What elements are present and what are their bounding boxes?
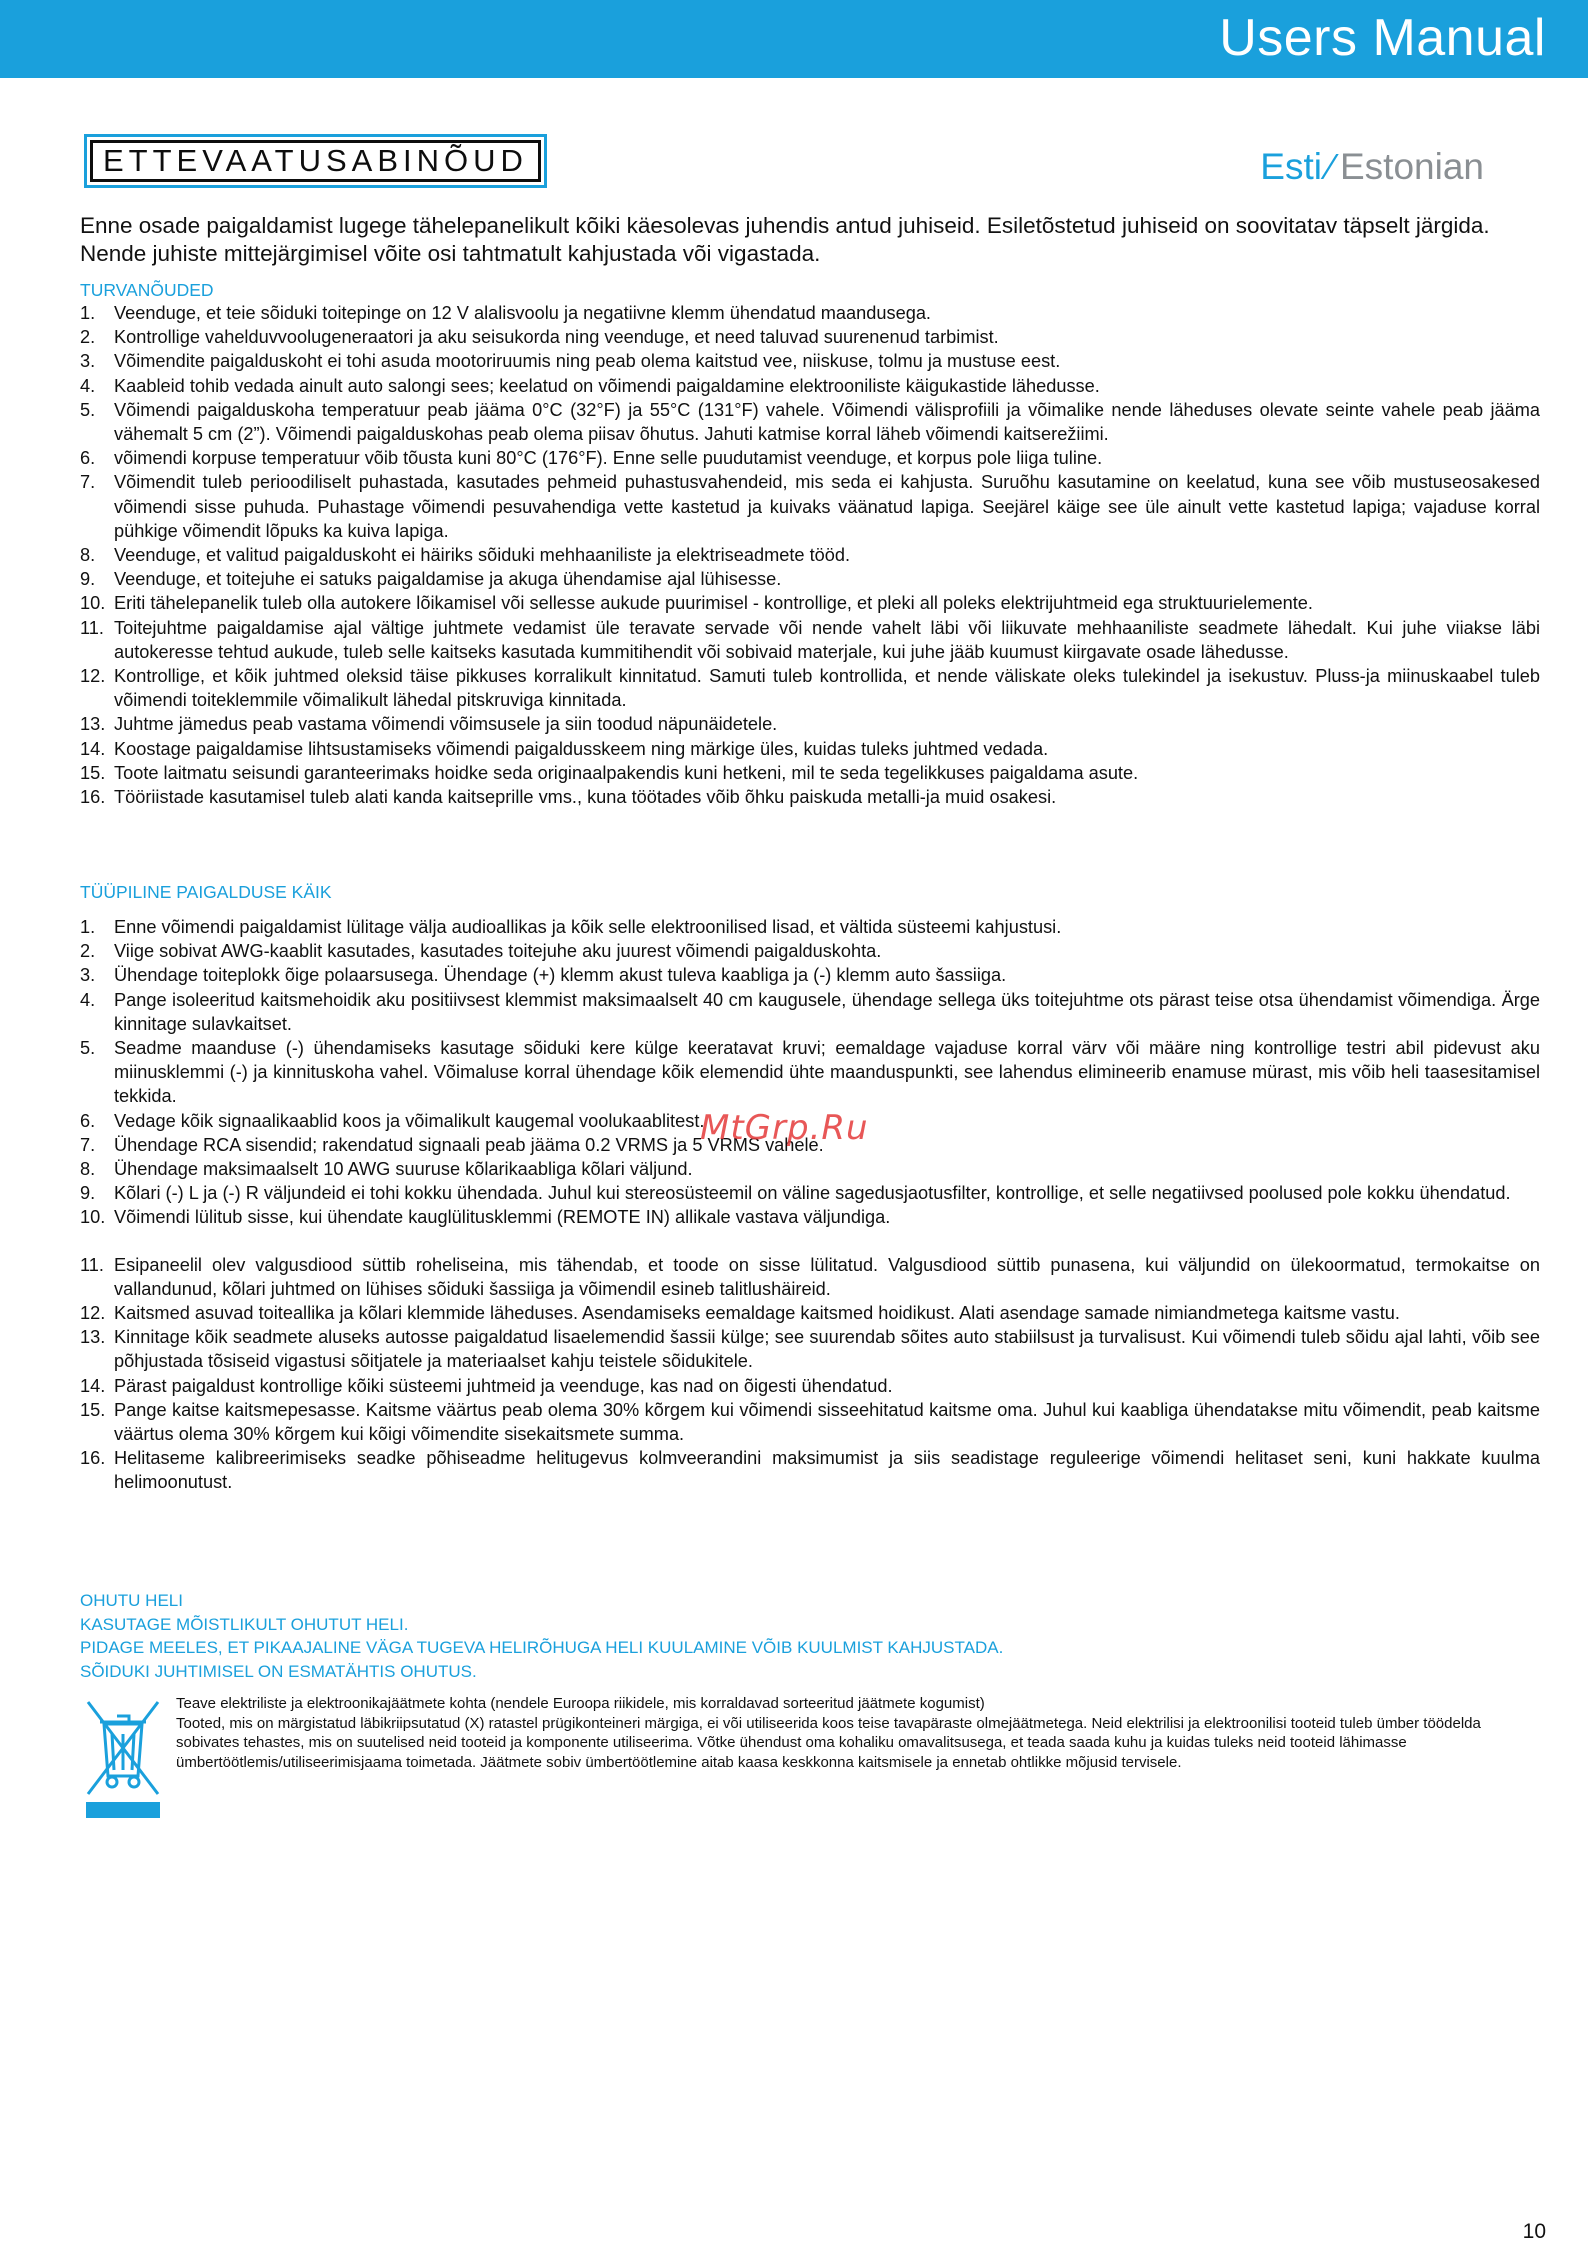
item-text: Kinnitage kõik seadmete aluseks autosse paigaldatud lisaelemendid šassii külge; see suurendab sõites auto stabiilsust ja turvalisust. Kui võimendi tuleb sõidu ajal lahti, võib see põhjustada tõsiseid vigastusi sõitjatele ja materiaalset kahju teistele sõidukitele. <box>114 1327 1540 1372</box>
item-text: Tööriistade kasutamisel tuleb alati kanda kaitseprille vms., kuna töötades võib õhku paiskuda metalli-ja muid osakesi. <box>114 787 1057 808</box>
item-number: 4. <box>80 375 96 396</box>
item-text: Võimendi paigalduskoha temperatuur peab jääma 0°C (32°F) ja 55°C (131°F) vahele. Võimendi välisprofiili ja võimalike nende läheduses olevate seinte vahele peab jääma vähemalt 5 cm (2”). Võimendi paigalduskohas peab olema piisav õhutus. Jahuti katmise korral läheb võimendi kaitserežiimi. <box>114 399 1540 445</box>
item-number: 9. <box>80 1183 96 1204</box>
language-label <box>1260 146 1484 188</box>
safety-item <box>80 712 1540 736</box>
item-number: 8. <box>80 545 96 566</box>
installation-item <box>80 1398 1540 1446</box>
weee-body: Tooted, mis on märgistatud läbikriipsutatud (X) ratastel prügikonteineri märgiga, ei või utiliseerida koos teise tavapäraste olmejäätmetega. Neid elektrilisi ja elektroonilisi tooteid tuleb ümber töödelda sobivates tehastes, mis on suutelised neid tooteid ja komponente utiliseerima. Võtke ühendust oma kohaliku omavalitsusega, et teada saada kuhu ja kuidas tuleks neid tooteid lähimasse ümbertöötlemis/utiliseerimisjaama toimetada. Jäätmete sobiv ümbertöötlemine aitab kaasa keskkonna kaitsmisele ja ennetab ohtlikke mõjusid tervisele. <box>176 1714 1481 1771</box>
item-text: Ühendage RCA sisendid; rakendatud signaali peab jääma 0.2 VRMS ja 5 VRMS vahele. <box>114 1134 824 1155</box>
safety-item <box>80 374 1540 398</box>
installation-item <box>80 1301 1540 1325</box>
list-gap <box>80 1230 1540 1253</box>
item-number: 13. <box>80 714 106 735</box>
item-text: Vedage kõik signaalikaablid koos ja võimalikult kaugemal voolukaablitest. <box>114 1110 705 1131</box>
crossed-bin-icon <box>84 1694 162 1818</box>
safety-item <box>80 616 1540 664</box>
item-number: 15. <box>80 1399 106 1420</box>
intro-paragraph: Enne osade paigaldamist lugege tähelepanelikult kõiki käesolevas juhendis antud juhiseid. Esiletõstetud juhiseid on soovitatav täpselt järgida. Nende juhiste mittejärgimisel võite osi tahtmatult kahjustada või vigastada. <box>80 213 1490 266</box>
safety-item <box>80 398 1540 446</box>
item-number: 14. <box>80 1375 106 1396</box>
safety-item <box>80 737 1540 761</box>
item-number: 6. <box>80 448 96 469</box>
item-text: Juhtme jämedus peab vastama võimendi võimsusele ja siin toodud näpunäidetele. <box>114 714 778 735</box>
item-number: 2. <box>80 941 96 962</box>
installation-item <box>80 915 1540 939</box>
item-text: Võimendite paigalduskoht ei tohi asuda mootoriruumis ning peab olema kaitstud vee, niiskuse, tolmu ja mustuse eest. <box>114 351 1061 372</box>
item-text: Kontrollige, et kõik juhtmed oleksid täise pikkuses korralikult kinnitatud. Samuti tuleb kontrollida, et nende väliskate oleks tulekindel ja isekustuv. Pluss-ja miinuskaabel tuleb võimendi toiteklemmile võimalikult lähedal pitskruviga kinnitada. <box>114 666 1540 711</box>
section-heading-installation: TÜÜPILINE PAIGALDUSE KÄIK <box>80 882 332 902</box>
safe-sound-line: OHUTU HELI <box>80 1591 183 1610</box>
weee-title: Teave elektriliste ja elektroonikajäätmete kohta (nendele Euroopa riikidele, mis korraldavad sorteeritud jäätmete kogumist) <box>176 1695 985 1712</box>
safety-item <box>80 325 1540 349</box>
item-text: Pange isoleeritud kaitsmehoidik aku positiivsest klemmist maksimaalselt 40 cm kaugusele, ühendage sellega üks toitejuhtme ots pärast teise otsa ühendamist võimendiga. Ärge kinnitage sulavkaitset. <box>114 989 1540 1034</box>
safety-item <box>80 446 1540 470</box>
item-text: Ühendage maksimaalselt 10 AWG suuruse kõlarikaabliga kõlari väljund. <box>114 1159 693 1180</box>
item-text: Ühendage toiteplokk õige polaarsusega. Ühendage (+) klemm akust tuleva kaabliga ja (-) klemm auto šassiiga. <box>114 965 1007 986</box>
item-number: 1. <box>80 303 96 323</box>
item-text: Helitaseme kalibreerimiseks seadke põhiseadme helitugevus kolmveerandini maksimumist ja siis seadistage reguleerige võimendi helitaset seni, kuni hakkate kuulma helimoonutust. <box>114 1448 1540 1493</box>
installation-item <box>80 1036 1540 1109</box>
item-text: Võimendi lülitub sisse, kui ühendate kauglülitusklemmi (REMOTE IN) allikale vastava väljundiga. <box>114 1207 891 1228</box>
item-number: 8. <box>80 1159 96 1180</box>
weee-notice <box>176 1694 1516 1772</box>
installation-item <box>80 1374 1540 1398</box>
item-number: 11. <box>80 1254 104 1275</box>
item-number: 7. <box>80 472 96 493</box>
item-text: Veenduge, et valitud paigalduskoht ei häiriks sõiduki mehhaaniliste ja elektriseadmete tööd. <box>114 545 851 566</box>
item-number: 3. <box>80 965 96 986</box>
item-text: Enne võimendi paigaldamist lülitage välja audioallikas ja kõik selle elektroonilised lisad, et vältida süsteemi kahjustusi. <box>114 917 1062 937</box>
installation-item <box>80 963 1540 987</box>
item-number: 16. <box>80 1448 106 1469</box>
item-number: 1. <box>80 917 96 937</box>
item-number: 4. <box>80 989 96 1010</box>
section-title-box <box>84 134 547 188</box>
language-separator: ⁄ <box>1327 146 1334 187</box>
item-number: 9. <box>80 569 96 590</box>
item-text: Kaableid tohib vedada ainult auto salongi sees; keelatud on võimendi paigaldamine elektrooniliste käigukastide lähedusse. <box>114 375 1100 396</box>
item-number: 14. <box>80 738 106 759</box>
safe-sound-line: SÕIDUKI JUHTIMISEL ON ESMATÄHTIS OHUTUS. <box>80 1661 477 1681</box>
installation-item <box>80 939 1540 963</box>
item-number: 5. <box>80 399 96 420</box>
item-text: Eriti tähelepanelik tuleb olla autokere lõikamisel või sellesse aukude puurimisel - kontrollige, et pleki all poleks elektrijuhtmeid ega struktuurielemente. <box>114 593 1313 614</box>
safety-item <box>80 543 1540 567</box>
item-text: Veenduge, et toitejuhe ei satuks paigaldamise ja akuga ühendamise ajal lühisesse. <box>114 569 782 590</box>
safe-sound-line: KASUTAGE MÕISTLIKULT OHUTUT HELI. <box>80 1614 409 1634</box>
item-number: 16. <box>80 787 106 808</box>
item-text: võimendi korpuse temperatuur võib tõusta kuni 80°C (176°F). Enne selle puudutamist veenduge, et korpus pole liiga tuline. <box>114 448 1103 469</box>
installation-item <box>80 1181 1540 1205</box>
installation-item <box>80 1325 1540 1373</box>
safety-list <box>80 301 1540 809</box>
section-heading-safety: TURVANÕUDED <box>80 280 214 300</box>
item-text: Kontrollige vahelduvvoolugeneraatori ja aku seisukorda ning veenduge, et need taluvad suurenenud tarbimist. <box>114 327 999 348</box>
item-text: Kõlari (-) L ja (-) R väljundeid ei tohi kokku ühendada. Juhul kui stereosüsteemil on väline sagedusjaotusfilter, kontrollige, et selle negatiivsed poolused pole kokku ühendatud. <box>114 1183 1511 1204</box>
item-number: 12. <box>80 666 106 687</box>
item-number: 15. <box>80 762 106 783</box>
safe-sound-notice <box>80 1589 1003 1683</box>
safety-item <box>80 470 1540 543</box>
installation-item <box>80 988 1540 1036</box>
manual-title: Users Manual <box>1219 9 1546 67</box>
item-number: 7. <box>80 1134 96 1155</box>
item-number: 5. <box>80 1038 96 1059</box>
item-number: 10. <box>80 593 106 614</box>
item-text: Võimendit tuleb perioodiliselt puhastada, kasutades pehmeid puhastusvahendeid, mis seda ei kahjusta. Suruõhu kasutamine on keelatud, kuna see võib mustuseosakesed võimendi sisse puhuda. Puhastage võimendi pesuvahendiga vette kastetud ja kuivaks väänatud lapiga. Seejärel käige see üle ainult vette kastetud lapiga; vajaduse korral pühkige võimendit lõpuks ka kuiva lapiga. <box>114 472 1540 541</box>
safe-sound-line: PIDAGE MEELES, ET PIKAAJALINE VÄGA TUGEVA HELIRÕHUGA HELI KUULAMINE VÕIB KUULMIST KAHJUSTADA. <box>80 1638 1004 1657</box>
language-primary: Esti <box>1260 146 1322 187</box>
section-title: ETTEVAATUSABINÕUD <box>103 143 528 178</box>
item-number: 11. <box>80 617 104 638</box>
page-number: 10 <box>1522 2220 1546 2243</box>
item-text: Viige sobivat AWG-kaablit kasutades, kasutades toitejuhe aku juurest võimendi paigalduskohta. <box>114 941 882 962</box>
installation-item <box>80 1253 1540 1301</box>
installation-item <box>80 1446 1540 1494</box>
item-text: Pange kaitse kaitsmepesasse. Kaitsme väärtus peab olema 30% kõrgem kui võimendi sisseehitatud kaitsme oma. Juhul kui kaabliga ühendatakse mitu võimendit, peab kaitsme väärtus olema 30% kõrgem kui kõigi võimendite sisekaitsmete summa. <box>114 1399 1540 1445</box>
safety-item <box>80 664 1540 712</box>
item-number: 6. <box>80 1110 96 1131</box>
safety-item <box>80 567 1540 591</box>
item-number: 3. <box>80 351 96 372</box>
item-text: Toote laitmatu seisundi garanteerimaks hoidke seda originaalpakendis kuni hetkeni, mil te seda tegelikkuses paigaldama asute. <box>114 762 1139 783</box>
language-secondary: Estonian <box>1340 146 1484 187</box>
item-number: 13. <box>80 1327 106 1348</box>
watermark: MtGrp.Ru <box>700 1108 869 1148</box>
item-text: Seadme maanduse (-) ühendamiseks kasutage sõiduki kere külge keeratavat kruvi; eemaldage vajaduse korral värv või määre ning kontrollige testri abil pidevust aku miinusklemmi (-) ja kinnituskoha vahel. Võimaluse korral ühendage kõik elemendid ühte maanduspunkti, see lahendus elimineerib enamuse mürast, mis võib heli taasesitamisel tekkida. <box>114 1038 1540 1107</box>
header-bar <box>0 0 1588 78</box>
item-text: Kaitsmed asuvad toiteallika ja kõlari klemmide läheduses. Asendamiseks eemaldage kaitsmed hoidikust. Alati asendage samade nimiandmetega kaitsme vastu. <box>114 1303 1400 1324</box>
item-text: Toitejuhtme paigaldamise ajal vältige juhtmete vedamist üle teravate servade või nende vahelt läbi või liikuvate mehhaaniliste seadmete lähedalt. Kui juhe viiakse läbi autokeresse tehtud aukude, tuleb selle kaitseks kasutada kummitihendit või sobivaid materjale, kui juhe jääb kuumust kiirgavate osade lähedusse. <box>114 617 1540 662</box>
item-number: 12. <box>80 1303 106 1324</box>
item-text: Pärast paigaldust kontrollige kõiki süsteemi juhtmeid ja veenduge, kas nad on õigesti ühendatud. <box>114 1375 893 1396</box>
item-text: Koostage paigaldamise lihtsustamiseks võimendi paigaldusskeem ning märkige üles, kuidas tuleks juhtmed vedada. <box>114 738 1049 759</box>
installation-list <box>80 915 1540 1495</box>
safety-item <box>80 761 1540 785</box>
item-text: Esipaneelil olev valgusdiood süttib roheliseina, mis tähendab, et toode on sisse lülitatud. Valgusdiood süttib punasena, kui väljundid on ülekoormatud, termokaitse on vallandunud, kõlari juhtmed on lühises sõiduki šassiiga ja võimendil esineb talitlushäireid. <box>114 1254 1540 1299</box>
item-text: Veenduge, et teie sõiduki toitepinge on 12 V alalisvoolu ja negatiivne klemm ühendatud maandusega. <box>114 303 931 323</box>
safety-item <box>80 349 1540 373</box>
safety-item <box>80 591 1540 615</box>
safety-item <box>80 301 1540 325</box>
item-number: 2. <box>80 327 96 348</box>
installation-item <box>80 1205 1540 1229</box>
safety-item <box>80 785 1540 809</box>
installation-item <box>80 1157 1540 1181</box>
item-number: 10. <box>80 1207 106 1228</box>
